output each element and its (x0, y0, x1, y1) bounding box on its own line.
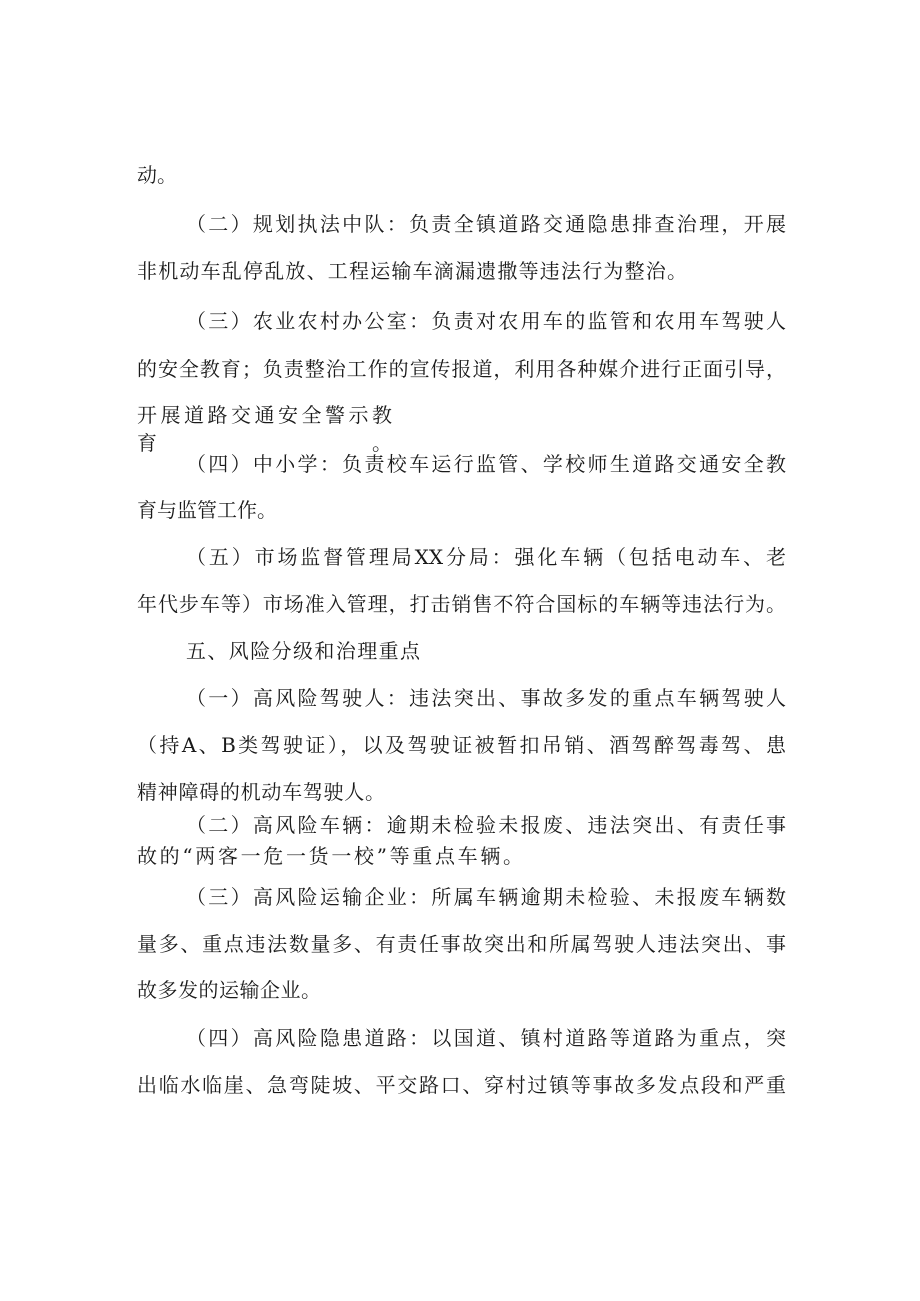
text-line-9: （五）市场监督管理局XX分局：强化车辆（包括电动车、老 (186, 545, 786, 569)
text-line-15: 故的“两客一危一货一校”等重点车辆。 (137, 844, 523, 868)
text-line-17: 量多、重点违法数量多、有责任事故突出和所属驾驶人违法突出、事 (137, 932, 786, 956)
text-line-11: （一）高风险驾驶人：违法突出、事故多发的重点车辆驾驶人 (186, 686, 786, 710)
text-line-8: 育与监管工作。 (137, 498, 277, 522)
text-line-3: 非机动车乱停乱放、工程运输车滴漏遗撒等违法行为整治。 (137, 259, 687, 283)
text-line-6: 开展道路交通安全警示教育。 (137, 403, 392, 455)
text-line-19: （四）高风险隐患道路：以国道、镇村道路等道路为重点，突 (186, 1026, 786, 1050)
text-line-5: 的安全教育；负责整治工作的宣传报道，利用各种媒介进行正面引导， (137, 357, 786, 381)
text-line-12: （持A、B类驾驶证），以及驾驶证被暂扣吊销、酒驾醉驾毒驾、患 (137, 733, 786, 757)
section-heading-5: 五、风险分级和治理重点 (186, 639, 420, 663)
text-line-1: 动。 (137, 163, 177, 187)
text-line-20: 出临水临崖、急弯陡坡、平交路口、穿村过镇等事故多发点段和严重 (137, 1073, 786, 1097)
text-line-4: （三）农业农村办公室：负责对农用车的监管和农用车驾驶人 (186, 309, 786, 333)
text-line-7: （四）中小学：负责校车运行监管、学校师生道路交通安全教 (186, 452, 786, 476)
text-line-16: （三）高风险运输企业：所属车辆逾期未检验、未报废车辆数 (186, 885, 786, 909)
text-line-2: （二）规划执法中队：负责全镇道路交通隐患排查治理，开展 (186, 212, 786, 236)
text-line-18: 故多发的运输企业。 (137, 978, 321, 1002)
text-line-13: 精神障碍的机动车驾驶人。 (137, 780, 385, 804)
text-line-10: 年代步车等）市场准入管理，打击销售不符合国标的车辆等违法行为。 (137, 592, 786, 616)
text-line-14: （二）高风险车辆：逾期未检验未报废、违法突出、有责任事 (186, 813, 786, 837)
